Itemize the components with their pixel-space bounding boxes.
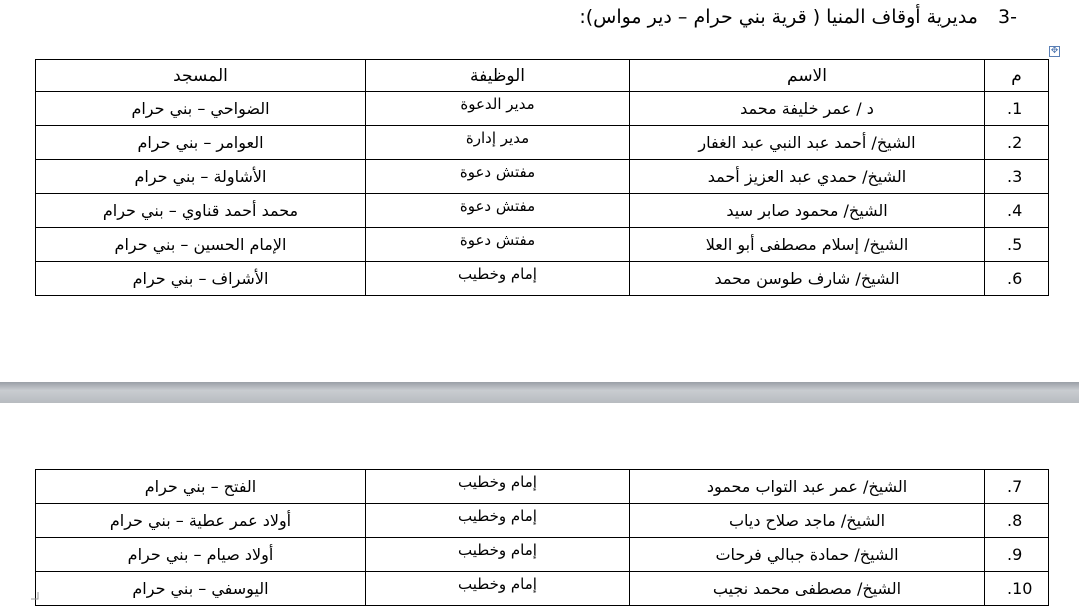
section-number: 3- bbox=[998, 6, 1017, 28]
staff-name: الشيخ/ محمود صابر سيد bbox=[630, 194, 985, 228]
staff-mosque: الإمام الحسين – بني حرام bbox=[36, 228, 366, 262]
staff-mosque: أولاد عمر عطية – بني حرام bbox=[36, 504, 366, 538]
row-number: .9 bbox=[985, 538, 1049, 572]
col-header-mosque: المسجد bbox=[36, 60, 366, 92]
staff-mosque: محمد أحمد قناوي – بني حرام bbox=[36, 194, 366, 228]
staff-mosque: أولاد صيام – بني حرام bbox=[36, 538, 366, 572]
section-heading bbox=[579, 6, 1017, 28]
table-move-handle-icon[interactable]: ✥ bbox=[1050, 46, 1059, 56]
row-number: .2 bbox=[985, 126, 1049, 160]
staff-name: الشيخ/ حمدي عبد العزيز أحمد bbox=[630, 160, 985, 194]
staff-role: مفتش دعوة bbox=[366, 160, 630, 194]
table-row bbox=[36, 160, 1049, 194]
staff-mosque: العوامر – بني حرام bbox=[36, 126, 366, 160]
staff-role: مدير الدعوة bbox=[366, 92, 630, 126]
col-header-role: الوظيفة bbox=[366, 60, 630, 92]
staff-role: مفتش دعوة bbox=[366, 228, 630, 262]
staff-mosque: الأشاولة – بني حرام bbox=[36, 160, 366, 194]
col-header-number: م bbox=[985, 60, 1049, 92]
staff-mosque: اليوسفي – بني حرام bbox=[36, 572, 366, 606]
staff-name: د / عمر خليفة محمد bbox=[630, 92, 985, 126]
row-number: .4 bbox=[985, 194, 1049, 228]
staff-name: الشيخ/ ماجد صلاح دياب bbox=[630, 504, 985, 538]
staff-table-page-2 bbox=[35, 469, 1049, 606]
staff-role: إمام وخطيب bbox=[366, 572, 630, 606]
col-header-name: الاسم bbox=[630, 60, 985, 92]
staff-mosque: الضواحي – بني حرام bbox=[36, 92, 366, 126]
staff-table-page-1 bbox=[35, 59, 1049, 296]
page-break-gap bbox=[0, 382, 1079, 403]
table-row bbox=[36, 228, 1049, 262]
row-number: .10 bbox=[985, 572, 1049, 606]
row-number: .3 bbox=[985, 160, 1049, 194]
staff-name: الشيخ/ شارف طوسن محمد bbox=[630, 262, 985, 296]
staff-role: إمام وخطيب bbox=[366, 262, 630, 296]
table-row bbox=[36, 470, 1049, 504]
staff-mosque: الفتح – بني حرام bbox=[36, 470, 366, 504]
row-number: .6 bbox=[985, 262, 1049, 296]
staff-role: مفتش دعوة bbox=[366, 194, 630, 228]
table-row bbox=[36, 92, 1049, 126]
staff-mosque: الأشراف – بني حرام bbox=[36, 262, 366, 296]
staff-name: الشيخ/ أحمد عبد النبي عبد الغفار bbox=[630, 126, 985, 160]
section-title: مديرية أوقاف المنيا ( قرية بني حرام – دير مواس): bbox=[579, 6, 978, 28]
staff-role: إمام وخطيب bbox=[366, 504, 630, 538]
table-row bbox=[36, 194, 1049, 228]
staff-name: الشيخ/ إسلام مصطفى أبو العلا bbox=[630, 228, 985, 262]
staff-role: مدير إدارة bbox=[366, 126, 630, 160]
table-row bbox=[36, 262, 1049, 296]
table-row bbox=[36, 572, 1049, 606]
staff-role: إمام وخطيب bbox=[366, 538, 630, 572]
table-body bbox=[36, 470, 1049, 606]
staff-role: إمام وخطيب bbox=[366, 470, 630, 504]
row-number: .5 bbox=[985, 228, 1049, 262]
row-number: .8 bbox=[985, 504, 1049, 538]
table-header-row bbox=[36, 60, 1049, 92]
staff-name: الشيخ/ حمادة جبالي فرحات bbox=[630, 538, 985, 572]
table-row bbox=[36, 126, 1049, 160]
staff-name: الشيخ/ مصطفى محمد نجيب bbox=[630, 572, 985, 606]
table-row bbox=[36, 538, 1049, 572]
staff-name: الشيخ/ عمر عبد التواب محمود bbox=[630, 470, 985, 504]
table-body bbox=[36, 92, 1049, 296]
row-number: .1 bbox=[985, 92, 1049, 126]
row-number: .7 bbox=[985, 470, 1049, 504]
table-row bbox=[36, 504, 1049, 538]
